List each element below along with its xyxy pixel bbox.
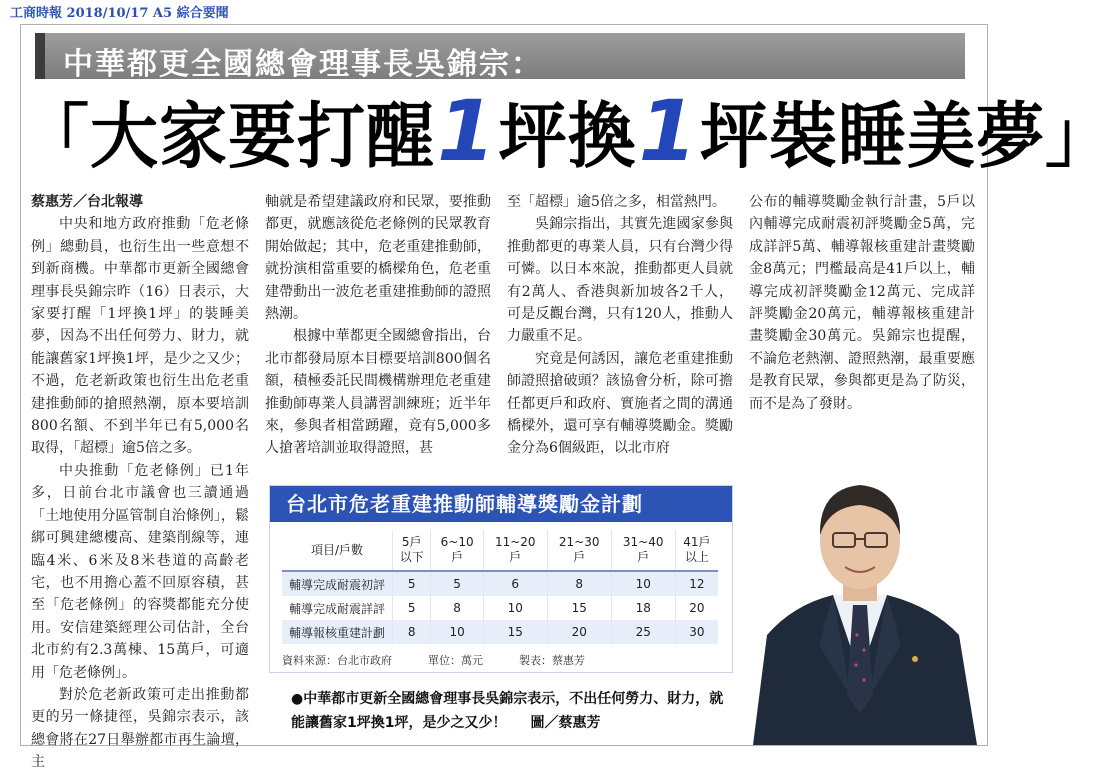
table-cell: 30 [675, 620, 718, 644]
paragraph: 吳錦宗指出，其實先進國家參與推動都更的專業人員，只有台灣少得可憐。以日本來說，推動都更人員就有2萬人、香港與新加坡各2千人，可是反觀台灣，只有120人，推動人力嚴重不足。 [507, 216, 733, 345]
paragraph: 至「超標」逾5倍之多，相當熱門。 [507, 194, 726, 210]
table-header-cell: 41戶 以上 [675, 530, 718, 571]
table-cell: 6 [483, 571, 547, 596]
table-cell: 輔導報核重建計劃 [282, 620, 393, 644]
paragraph: 究竟是何誘因，讓危老重建推動師證照搶破頭？該協會分析，除可擔任都更戶和政府、實施者之間的溝通橋樑外，還可享有輔導獎勵金。獎勵金分為6個級距，以北市府 [507, 350, 733, 457]
table-header-cell: 21~30 戶 [547, 530, 611, 571]
article-column-3 [507, 191, 733, 460]
table-cell: 5 [431, 571, 483, 596]
headline-open-quote: 「 [21, 98, 91, 177]
masthead: 工商時報 2018/10/17 A5 綜合要聞 [10, 6, 229, 21]
paragraph: 軸就是希望建議政府和民眾，要推動都更，就應該從危老條例的民眾教育開始做起；其中，危老重建推動師，就扮演相當重要的橋樑角色，危老重建帶動出一波危老重建推動師的證照熱潮。 [265, 194, 491, 323]
newspaper-page [20, 24, 1114, 771]
table-header-cell: 5戶 以下 [393, 530, 431, 571]
photo-caption [291, 687, 731, 735]
caption-credit: 圖／蔡惠芳 [530, 715, 601, 731]
table-cell: 輔導完成耐震初評 [282, 571, 393, 596]
table-cell: 15 [547, 596, 611, 620]
table-cell: 18 [611, 596, 675, 620]
table-cell: 25 [611, 620, 675, 644]
table-cell: 輔導完成耐震詳評 [288, 601, 385, 616]
table-cell: 8 [431, 596, 483, 620]
portrait-photo [733, 445, 987, 745]
table-header-cell: 6~10 戶 [431, 530, 483, 571]
byline: 蔡惠芳／台北報導 [31, 194, 143, 210]
table-header-row [282, 530, 718, 571]
kicker-band [35, 33, 965, 82]
table-cell: 15 [483, 620, 547, 644]
table-cell: 5 [393, 571, 431, 596]
paragraph: 中央和地方政府推動「危老條例」總動員，也衍生出一些意想不到新商機。中華都市更新全國總會理事長吳錦宗昨（16）日表示，大家要打醒「1坪換1坪」的裝睡美夢，因為不出任何勞力、財力，就能讓舊家1坪換1坪，是少之又少；不過，危老新政策也衍生出危老重建推動師的搶照熱潮，原本要培訓800名額、不到半年已有5,000名取得，「超標」逾5倍之多。 [31, 216, 249, 457]
table-row [282, 571, 718, 596]
table-header-cell: 31~40 戶 [611, 530, 675, 571]
reward-table-box [269, 485, 733, 673]
table-cell: 20 [547, 620, 611, 644]
table-cell: 8 [393, 620, 431, 644]
table-cell: 12 [675, 571, 718, 596]
reward-table [282, 530, 718, 644]
table-unit: 單位：萬元 [428, 654, 483, 667]
table-cell: 10 [483, 596, 547, 620]
table-cell: 10 [611, 571, 675, 596]
caption-text: ●中華都市更新全國總會理事長吳錦宗表示，不出任何勞力、財力，就能讓舊家1坪換1坪，是少之又少！ [291, 691, 724, 731]
article-column-4 [749, 191, 975, 415]
table-header-cell: 項目/戶數 [282, 530, 393, 571]
article-column-1 [31, 191, 249, 774]
table-header-cell: 11~20 戶 [483, 530, 547, 571]
paragraph: 中央推動「危老條例」已1年多，日前台北市議會也三讀通過「土地使用分區管制自治條例」，鬆綁可興建總樓高、建築削線等，連臨4米、6米及8米巷道的高齡老宅，也不用擔心蓋不回原容積，甚至「危老條例」的容獎都能充分使用。安信建築經理公司估計，全台北市約有2.3萬棟、15萬戶，可適用「危老條例」。 [31, 462, 249, 681]
headline-one-a: 1 [437, 82, 497, 180]
headline-one-b: 1 [638, 82, 698, 180]
table-cell: 20 [675, 596, 718, 620]
table-cell: 8 [547, 571, 611, 596]
kicker-title: 中華都更全國總會理事長吳錦宗： [63, 47, 543, 82]
paragraph: 公布的輔導獎勵金執行計畫，5戶以內輔導完成耐震初評獎勵金5萬，完成詳評5萬、輔導報核重建計畫獎勵金8萬元；門檻最高是41戶以上，輔導完成初評獎勵金12萬元、完成詳評獎勵金20萬元，輔導報核重建計畫獎勵金30萬元。吳錦宗也提醒，不論危老熱潮、證照熱潮，最重要應是教育民眾，參與都更是為了防災，而不是為了發財。 [749, 194, 975, 412]
article-column-2 [265, 191, 491, 460]
table-maker: 製表：蔡惠芳 [519, 654, 585, 667]
headline [21, 82, 1114, 180]
paragraph: 對於危老新政策可走出推動都更的另一條捷徑，吳錦宗表示，該總會將在27日舉辦都市再生論壇，主 [31, 686, 249, 771]
headline-part-3: 坪裝睡美夢 [699, 96, 1045, 179]
headline-part-2: 坪換 [498, 96, 637, 179]
table-title: 台北市危老重建推動師輔導獎勵金計劃 [270, 486, 732, 522]
table-source: 資料來源：台北市政府 [282, 654, 392, 667]
table-cell: 10 [431, 620, 483, 644]
table-cell: 5 [393, 596, 431, 620]
table-row [282, 596, 718, 620]
paragraph: 根據中華都更全國總會指出，台北市都發局原本目標要培訓800個名額，積極委託民間機構辦理危老重建推動師專業人員講習訓練班；近半年來，參與者相當踴躍，竟有5,000多人搶著培訓並取得證照，甚 [265, 328, 491, 457]
table-row [282, 620, 718, 644]
portrait-illustration [733, 445, 987, 745]
headline-close-quote: 」 [1044, 98, 1114, 177]
headline-part-1: 大家要打醒 [90, 96, 436, 179]
table-source-line [282, 652, 621, 668]
